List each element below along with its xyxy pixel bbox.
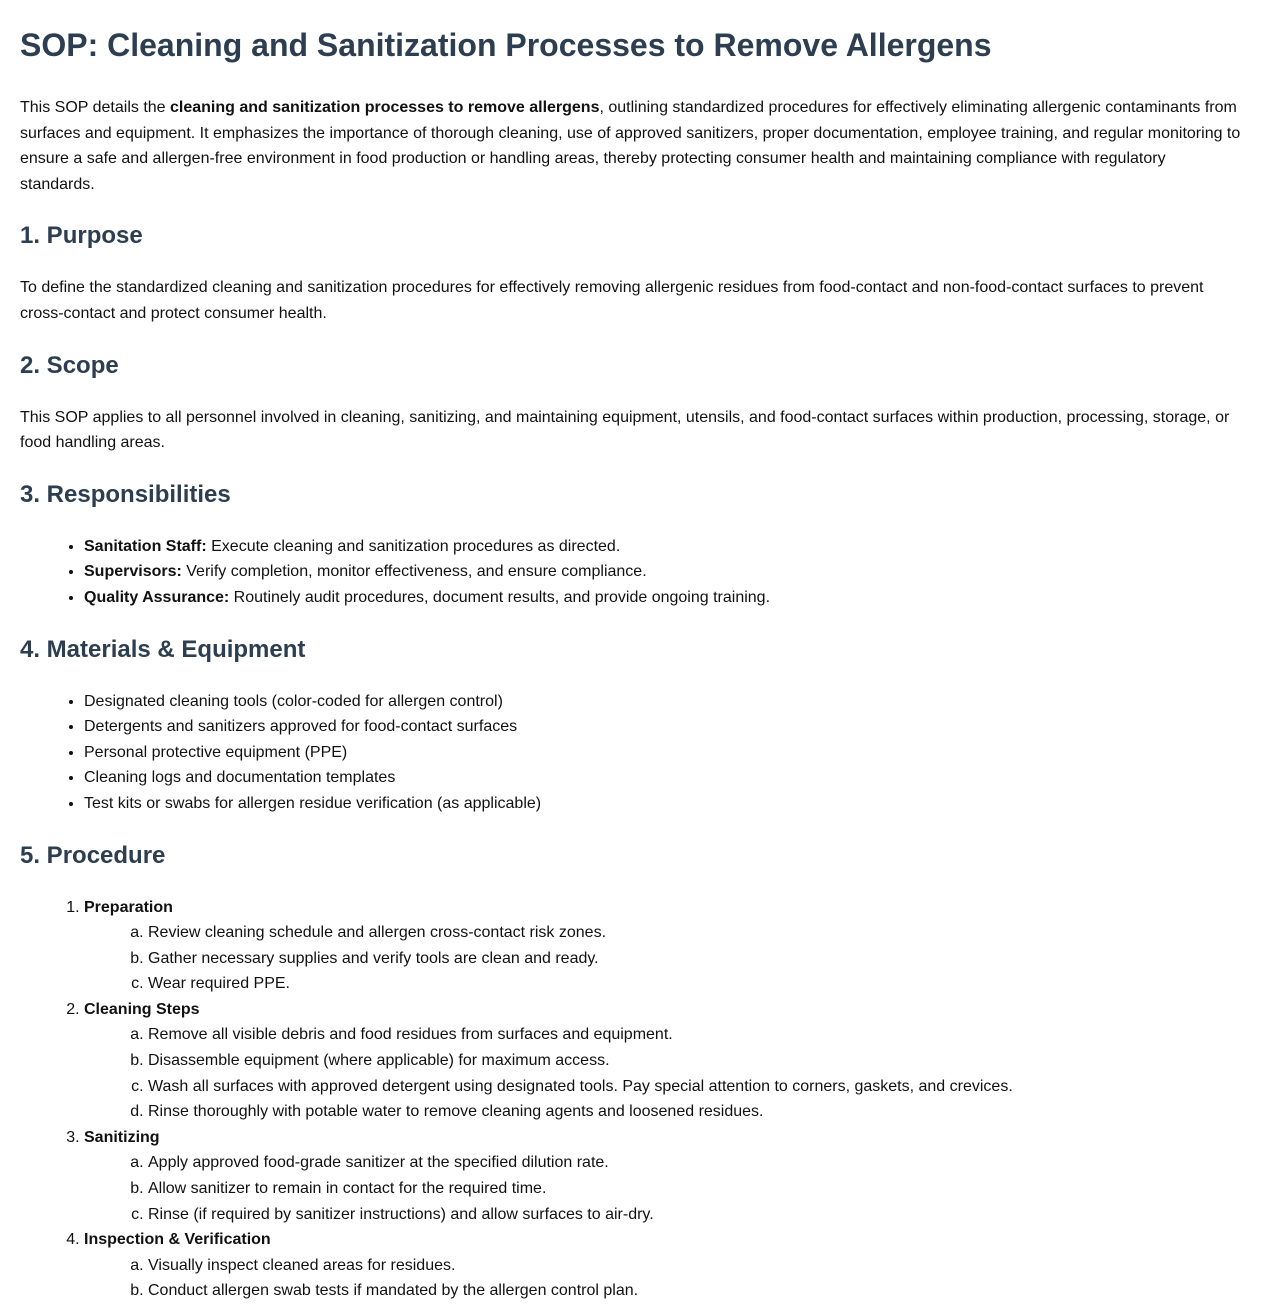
procedure-step (84, 1227, 1243, 1304)
substep: c. Wear required PPE. (148, 971, 1243, 997)
procedure-step (84, 1125, 1243, 1227)
purpose-heading: 1. Purpose (20, 222, 143, 250)
materials-heading: 4. Materials & Equipment (20, 635, 306, 663)
intro-paragraph (20, 95, 1243, 197)
list-item: • Personal protective equipment (PPE) (84, 740, 1243, 766)
list-item: • Designated cleaning tools (color-coded for allergen control) (84, 689, 1243, 715)
purpose-text: To define the standardized cleaning and sanitization procedures for effectively removing allergenic residues from food-contact and non-food-contact surfaces to prevent cross-contact and protect consumer health. (20, 279, 1204, 322)
intro-text-start: This SOP details the (20, 99, 170, 116)
role-description: Execute cleaning and sanitization procedures as directed. (206, 537, 621, 555)
scope-heading: 2. Scope (20, 351, 119, 379)
page-title: SOP: Cleaning and Sanitization Processes to Remove Allergens (20, 27, 992, 63)
procedure-steps (20, 895, 1243, 1305)
role-description: Verify completion, monitor effectiveness, and ensure compliance. (181, 563, 647, 581)
substep: d. Rinse thoroughly with potable water to remove cleaning agents and loosened residues. (148, 1099, 1243, 1125)
list-item (84, 559, 1243, 585)
substep: a. Review cleaning schedule and allergen cross-contact risk zones. (148, 920, 1243, 946)
scope-text: This SOP applies to all personnel involved in cleaning, sanitizing, and maintaining equipment, utensils, and food-contact surfaces within production, processing, storage, or food handling areas. (20, 408, 1230, 452)
role-label: Sanitation Staff: (84, 537, 207, 555)
procedure-step (84, 895, 1243, 997)
substep: a. Apply approved food-grade sanitizer at the specified dilution rate. (148, 1150, 1243, 1176)
intro-text-end: , outlining standardized procedures for effectively eliminating allergenic contaminants from surfaces and equipment. It emphasizes the importance of thorough cleaning, use of approved sanitizers, proper documentation, employee training, and regular monitoring to ensure a safe and allergen-free environment in food production or handling areas, thereby protecting consumer health and maintaining compliance with regulatory standards. (20, 99, 1241, 193)
step-substeps (84, 1150, 1243, 1227)
procedure-heading: 5. Procedure (20, 841, 166, 869)
role-description: Routinely audit procedures, document results, and provide ongoing training. (229, 588, 771, 606)
responsibilities-heading: 3. Responsibilities (20, 480, 231, 508)
step-title: Cleaning Steps (84, 1000, 200, 1018)
substep: a. Visually inspect cleaned areas for residues. (148, 1253, 1243, 1279)
list-item: • Detergents and sanitizers approved for food-contact surfaces (84, 714, 1243, 740)
step-substeps (84, 1253, 1243, 1304)
substep: b. Disassemble equipment (where applicable) for maximum access. (148, 1048, 1243, 1074)
step-title: Sanitizing (84, 1128, 160, 1146)
substep: c. Wash all surfaces with approved detergent using designated tools. Pay special attention to corners, gaskets, and crevices. (148, 1074, 1243, 1100)
substep: c. Rinse (if required by sanitizer instructions) and allow surfaces to air-dry. (148, 1202, 1243, 1228)
substep: b. Gather necessary supplies and verify tools are clean and ready. (148, 946, 1243, 972)
materials-list (20, 689, 1243, 817)
list-item (84, 585, 1243, 611)
list-item: • Cleaning logs and documentation templates (84, 765, 1243, 791)
procedure-step (84, 997, 1243, 1125)
substep: b. Allow sanitizer to remain in contact for the required time. (148, 1176, 1243, 1202)
role-label: Quality Assurance: (84, 588, 230, 606)
step-substeps (84, 1022, 1243, 1124)
intro-emphasis: cleaning and sanitization processes to remove allergens (170, 99, 600, 116)
role-label: Supervisors: (84, 563, 182, 581)
step-title: Inspection & Verification (84, 1231, 271, 1249)
list-item (84, 534, 1243, 560)
substep: b. Conduct allergen swab tests if mandated by the allergen control plan. (148, 1278, 1243, 1304)
step-title: Preparation (84, 898, 173, 916)
responsibilities-list (20, 534, 1243, 611)
step-substeps (84, 920, 1243, 997)
substep: a. Remove all visible debris and food residues from surfaces and equipment. (148, 1022, 1243, 1048)
list-item: • Test kits or swabs for allergen residue verification (as applicable) (84, 791, 1243, 817)
